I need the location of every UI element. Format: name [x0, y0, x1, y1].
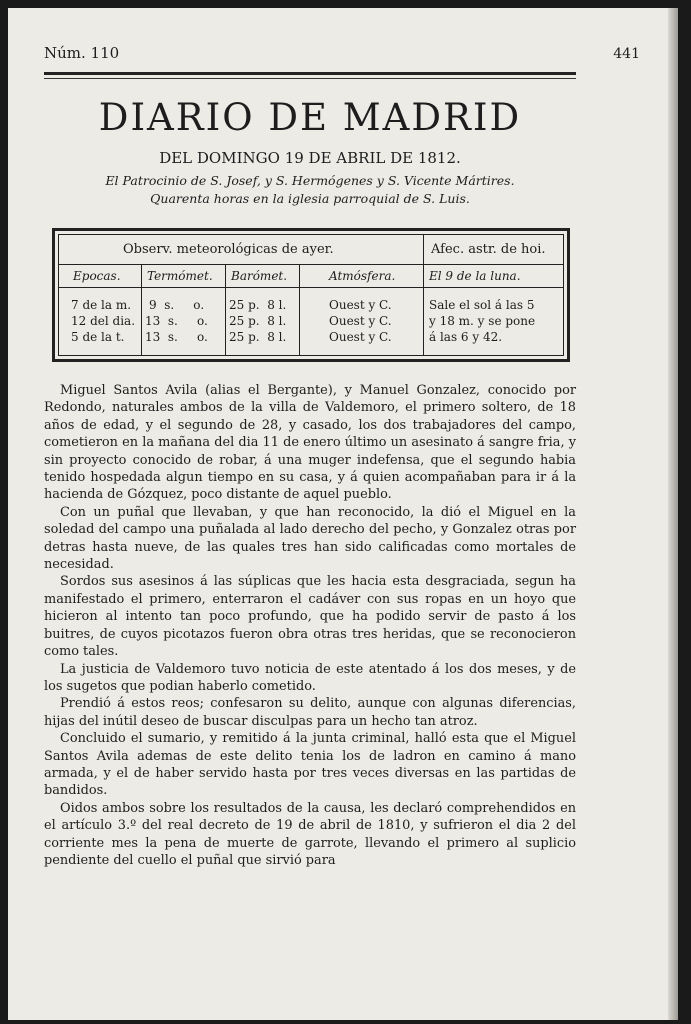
weather-table: [52, 228, 570, 362]
saints-line-1: El Patrocinio de S. Josef, y S. Hermógenes y S. Vicente Mártires.: [105, 173, 515, 188]
article-body: [44, 382, 576, 869]
atmosfera-row-1: Ouest y C.: [329, 298, 392, 312]
page-number: 441: [613, 46, 640, 62]
masthead-title: DIARIO DE MADRID: [98, 96, 522, 139]
col-atmosfera: Atmósfera.: [329, 269, 396, 283]
weather-divider-2: [225, 265, 226, 355]
atmosfera-row-3: Ouest y C.: [329, 330, 392, 344]
barometro-row-3: 25 p. 8 l.: [229, 330, 287, 344]
article-paragraph: Sordos sus asesinos á las súplicas que les hacia esta desgraciada, segun ha manifestado el primero, enterraron el cadáver con sus ropas en un hoyo que hicieron al intento tan poco profundo, que ha podido servir de pasto á los buitres, de cuyos picotazos fueron obra otras tres heridas, que se reconocieron como tales.: [44, 574, 576, 660]
weather-heading-afec: Afec. astr. de hoi.: [431, 242, 546, 257]
saints-line-2: Quarenta horas en la iglesia parroquial de S. Luis.: [150, 191, 470, 206]
dateline: DEL DOMINGO 19 DE ABRIL DE 1812.: [159, 149, 461, 167]
weather-rule-2: [59, 287, 563, 288]
article-paragraph: La justicia de Valdemoro tuvo noticia de este atentado á los dos meses, y de los sugetos que podian haberlo cometido.: [44, 661, 576, 694]
epoca-row-1: 7 de la m.: [71, 298, 132, 312]
weather-rule-1: [59, 264, 563, 265]
weather-heading-observ: Observ. meteorológicas de ayer.: [123, 242, 334, 257]
issue-number: Núm. 110: [44, 44, 120, 62]
epoca-row-2: 12 del dia.: [71, 314, 136, 328]
luna-row-3: á las 6 y 42.: [429, 330, 503, 344]
newspaper-page: [8, 8, 678, 1020]
col-termometro: Termómet.: [147, 269, 213, 283]
article-paragraph: Con un puñal que llevaban, y que han reconocido, la dió el Miguel en la soledad del campo una puñalada al lado derecho del pecho, y Gonzalez otras por detras hasta nueve, de las quales tres han sido calificadas como mortales de necesidad.: [44, 504, 576, 573]
termometro-row-2: 13 s. o.: [145, 314, 208, 328]
barometro-row-2: 25 p. 8 l.: [229, 314, 287, 328]
barometro-row-1: 25 p. 8 l.: [229, 298, 287, 312]
weather-divider-top: [423, 235, 424, 265]
header-rule-thin: [44, 78, 576, 79]
article-paragraph: Concluido el sumario, y remitido á la junta criminal, halló esta que el Miguel Santos Avila ademas de este delito tenia los de ladron en camino á mano armada, y el de haber servido hasta por tres veces diversas en las partidas de bandidos.: [44, 731, 576, 799]
weather-divider-1: [141, 265, 142, 355]
col-luna: El 9 de la luna.: [429, 269, 521, 283]
article-paragraph: Oidos ambos sobre los resultados de la causa, les declaró comprehendidos en el artículo 3.º del real decreto de 19 de abril de 1810, y sufrieron el dia 2 del corriente mes la pena de muerte de garrote, llevando el primero al suplicio pendiente del cuello el puñal que sirvió para: [44, 800, 576, 868]
col-epocas: Epocas.: [73, 269, 121, 283]
atmosfera-row-2: Ouest y C.: [329, 314, 392, 328]
epoca-row-3: 5 de la t.: [71, 330, 125, 344]
weather-table-inner: [58, 234, 564, 356]
weather-divider-4: [423, 265, 424, 355]
termometro-row-1: 9 s. o.: [149, 298, 205, 312]
page-edge-shadow: [668, 8, 678, 1020]
termometro-row-3: 13 s. o.: [145, 330, 208, 344]
luna-row-1: Sale el sol á las 5: [429, 298, 535, 312]
weather-divider-3: [299, 265, 300, 355]
article-paragraph: Miguel Santos Avila (alias el Bergante), y Manuel Gonzalez, conocido por Redondo, naturales ambos de la villa de Valdemoro, el primero soltero, de 18 años de edad, y el segundo de 28, y casado, los dos trabajadores del campo, cometieron en la mañana del dia 11 de enero último un asesinato á sangre fria, y sin proyecto conocido de robar, á una muger indefensa, que el segundo habia tenido hospedada algun tiempo en su casa, y á quien acompañaban para ir á la hacienda de Gózquez, poco distante de aquel pueblo.: [44, 383, 576, 503]
header-rule-thick: [44, 72, 576, 75]
article-paragraph: Prendió á estos reos; confesaron su delito, aunque con algunas diferencias, hijas del inútil deseo de buscar disculpas para un hecho tan atroz.: [44, 696, 576, 729]
luna-row-2: y 18 m. y se pone: [429, 314, 536, 328]
col-barometro: Barómet.: [231, 269, 288, 283]
